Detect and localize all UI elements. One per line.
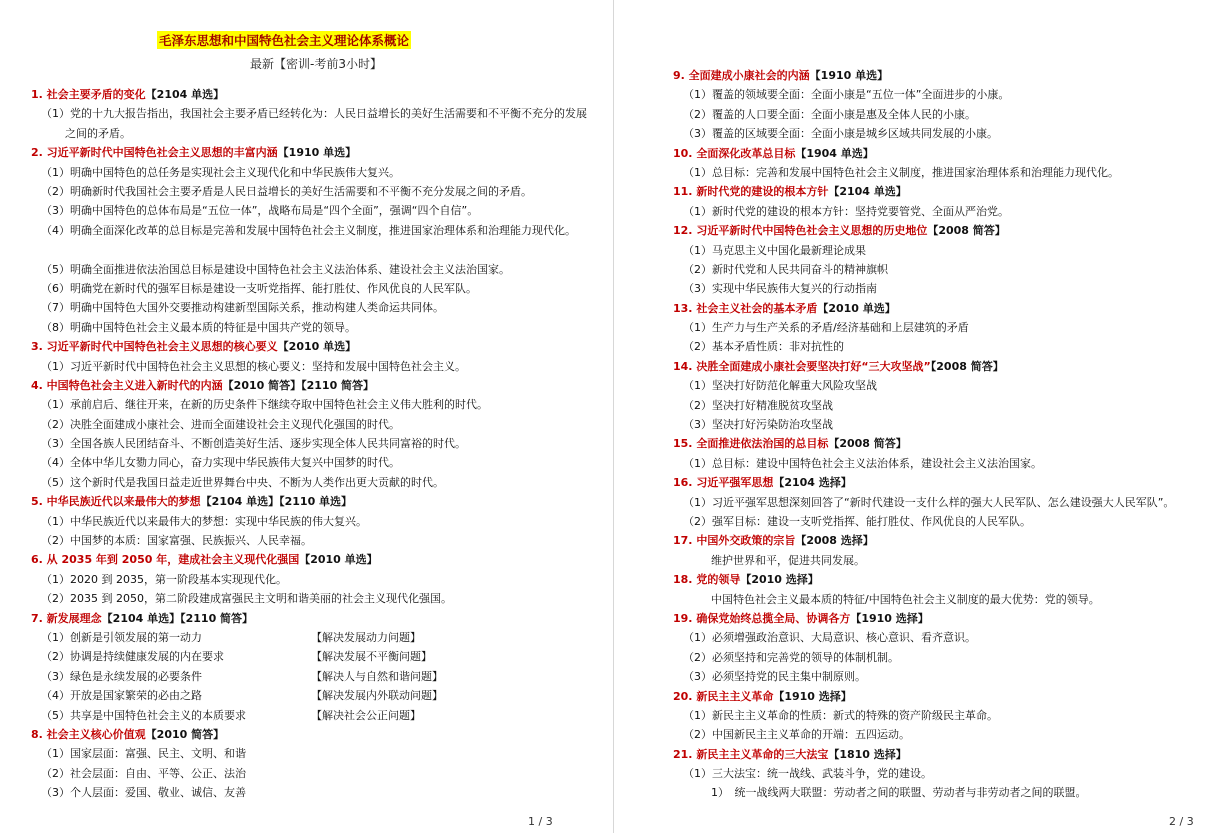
list-item: （1）三大法宝：统一战线、武装斗争，党的建设。 — [683, 767, 932, 781]
list-item: （5）明确全面推进依法治国总目标是建设中国特色社会主义法治体系、建设社会主义法治国家。 — [41, 262, 510, 276]
section-heading — [673, 609, 1218, 628]
list-item: （3）明确中国特色的总体布局是“五位一体”，战略布局是“四个全面”，强调“四个自信”。 — [41, 204, 479, 218]
item-note: 【解决发展不平衡问题】 — [311, 650, 432, 664]
list-item: （2）新时代党和人民共同奋斗的精神旗帜 — [683, 262, 888, 276]
list-item: （1）党的十九大报告指出，我国社会主要矛盾已经转化为：人民日益增长的美好生活需要和不平衡不充分的发展之间的矛盾。 — [41, 107, 587, 140]
item-text: （2）协调是持续健康发展的内在要求 — [41, 650, 224, 664]
list-item: （2）2035 到 2050，第二阶段建成富强民主文明和谐美丽的社会主义现代化强国。 — [41, 592, 452, 606]
heading-text: 18. 党的领导 — [673, 573, 741, 587]
exam-tag: 【2010 单选】 — [277, 340, 357, 354]
heading-text: 5. 中华民族近代以来最伟大的梦想 — [31, 495, 201, 509]
exam-tag: 【1910 单选】 — [277, 146, 357, 160]
list-item: （1）习近平强军思想深刻回答了“新时代建设一支什么样的强大人民军队、怎么建设强大人民军队”。 — [683, 495, 1175, 509]
list-item — [31, 686, 596, 705]
exam-tag: 【2008 简答】 — [927, 224, 1006, 238]
list-item: （3）个人层面：爱国、敬业、诚信、友善 — [41, 786, 246, 800]
section-heading — [673, 570, 1218, 589]
list-item: （2）强军目标：建设一支听党指挥、能打胜仗、作风优良的人民军队。 — [683, 514, 1031, 528]
section-heading — [31, 85, 596, 104]
list-item: （3）全国各族人民团结奋斗、不断创造美好生活、逐步实现全体人民共同富裕的时代。 — [41, 437, 466, 451]
page-1-content — [31, 85, 596, 802]
list-item: （1）总目标：建设中国特色社会主义法治体系，建设社会主义法治国家。 — [683, 456, 1042, 470]
list-item: （1）总目标：完善和发展中国特色社会主义制度，推进国家治理体系和治理能力现代化。 — [683, 165, 1119, 179]
exam-tag: 【1810 选择】 — [828, 747, 907, 761]
list-item: （1）中华民族近代以来最伟大的梦想：实现中华民族的伟大复兴。 — [41, 514, 367, 528]
list-item: 1） 统一战线两大联盟：劳动者之间的联盟、劳动者与非劳动者之间的联盟。 — [711, 786, 1087, 800]
list-item: （1）覆盖的领域要全面：全面小康是“五位一体”全面进步的小康。 — [683, 88, 1010, 102]
section-heading — [673, 221, 1218, 240]
exam-tag: 【2010 单选】 — [299, 553, 378, 567]
list-item: （1）国家层面：富强、民主、文明、和谐 — [41, 747, 246, 761]
heading-text: 8. 社会主义核心价值观 — [31, 727, 146, 741]
document-subtitle: 最新【密训-考前3小时】 — [250, 57, 382, 71]
section-heading — [673, 182, 1218, 201]
document-title: 毛泽东思想和中国特色社会主义理论体系概论 — [159, 33, 410, 48]
list-item: （3）必须坚持党的民主集中制原则。 — [683, 670, 866, 684]
list-item: （1）马克思主义中国化最新理论成果 — [683, 243, 866, 257]
heading-text: 9. 全面建成小康社会的内涵 — [673, 69, 810, 82]
exam-tag: 【1904 单选】 — [795, 146, 874, 160]
exam-tag: 【2008 简答】 — [828, 437, 907, 451]
section-heading — [31, 725, 596, 744]
list-item: （2）中国梦的本质：国家富强、民族振兴、人民幸福。 — [41, 534, 312, 548]
section-heading — [673, 687, 1218, 706]
heading-text: 19. 确保党始终总揽全局、协调各方 — [673, 611, 851, 625]
list-item — [31, 667, 596, 686]
list-item: （2）坚决打好精准脱贫攻坚战 — [683, 398, 833, 412]
heading-text: 3. 习近平新时代中国特色社会主义思想的核心要义 — [31, 340, 278, 354]
heading-text: 20. 新民主主义革命 — [673, 689, 774, 703]
section-heading — [673, 357, 1218, 376]
item-text: （1）创新是引领发展的第一动力 — [41, 630, 202, 644]
item-note: 【解决发展动力问题】 — [311, 630, 421, 644]
item-text: （5）共享是中国特色社会主义的本质要求 — [41, 708, 246, 722]
list-item: （1）习近平新时代中国特色社会主义思想的核心要义：坚持和发展中国特色社会主义。 — [41, 359, 466, 373]
list-item: （8）明确中国特色社会主义最本质的特征是中国共产党的领导。 — [41, 320, 356, 334]
section-heading — [673, 299, 1218, 318]
list-item: （1）明确中国特色的总任务是实现社会主义现代化和中华民族伟大复兴。 — [41, 165, 400, 179]
page-2 — [614, 0, 1227, 833]
list-item: （3）覆盖的区域要全面：全面小康是城乡区域共同发展的小康。 — [683, 127, 998, 141]
list-item: 维护世界和平，促进共同发展。 — [711, 553, 865, 567]
heading-text: 17. 中国外交政策的宗旨 — [673, 534, 796, 548]
section-heading — [673, 531, 1218, 550]
section-heading — [673, 473, 1218, 492]
list-item: （2）社会层面：自由、平等、公正、法治 — [41, 766, 246, 780]
list-item: （2）决胜全面建成小康社会、进而全面建设社会主义现代化强国的时代。 — [41, 417, 400, 431]
list-item: （2）覆盖的人口要全面：全面小康是惠及全体人民的小康。 — [683, 107, 976, 121]
section-heading — [31, 376, 596, 395]
section-heading — [31, 550, 596, 569]
list-item: （1）新时代党的建设的根本方针：坚持党要管党、全面从严治党。 — [683, 204, 1009, 218]
exam-tag: 【2008 简答】 — [930, 359, 1004, 373]
list-item: （1）生产力与生产关系的矛盾/经济基础和上层建筑的矛盾 — [683, 321, 969, 335]
exam-tag: 【1910 选择】 — [850, 611, 929, 625]
heading-text: 12. 习近平新时代中国特色社会主义思想的历史地位 — [673, 224, 928, 238]
section-heading — [673, 66, 1218, 85]
item-text: （3）绿色是永续发展的必要条件 — [41, 669, 202, 683]
section-heading — [31, 492, 596, 511]
list-item: （1）必须增强政治意识、大局意识、核心意识、看齐意识。 — [683, 631, 976, 645]
list-item — [31, 628, 596, 647]
section-heading — [31, 337, 596, 356]
list-item: （7）明确中国特色大国外交要推动构建新型国际关系，推动构建人类命运共同体。 — [41, 301, 444, 315]
heading-text: 21. 新民主主义革命的三大法宝 — [673, 747, 829, 761]
heading-text: 7. 新发展理念 — [31, 611, 102, 625]
heading-text: 4. 中国特色社会主义进入新时代的内涵 — [31, 378, 223, 392]
list-item: （1）承前启后、继往开来，在新的历史条件下继续夺取中国特色社会主义伟大胜利的时代。 — [41, 398, 488, 412]
page-number: 2 / 3 — [1169, 815, 1194, 828]
page-2-content — [673, 66, 1218, 803]
list-item: （1）坚决打好防范化解重大风险攻坚战 — [683, 379, 877, 393]
exam-tag: 【2010 简答】 — [145, 727, 225, 741]
list-item: （2）基本矛盾性质：非对抗性的 — [683, 340, 844, 354]
exam-tag: 【2104 单选】【2110 单选】 — [200, 495, 353, 509]
section-heading — [31, 609, 596, 628]
list-item — [31, 706, 596, 725]
heading-text: 10. 全面深化改革总目标 — [673, 146, 796, 160]
list-item: （5）这个新时代是我国日益走近世界舞台中央、不断为人类作出更大贡献的时代。 — [41, 475, 444, 489]
page-1 — [0, 0, 613, 833]
item-note: 【解决社会公正问题】 — [311, 708, 421, 722]
list-item: （2）明确新时代我国社会主要矛盾是人民日益增长的美好生活需要和不平衡不充分发展之间的矛盾。 — [41, 184, 532, 198]
list-item: （4）全体中华儿女勠力同心，奋力实现中华民族伟大复兴中国梦的时代。 — [41, 456, 400, 470]
list-item: （1）新民主主义革命的性质：新式的特殊的资产阶级民主革命。 — [683, 708, 998, 722]
page-number: 1 / 3 — [528, 815, 553, 828]
list-item: 中国特色社会主义最本质的特征/中国特色社会主义制度的最大优势：党的领导。 — [711, 592, 1100, 606]
item-note: 【解决人与自然和谐问题】 — [311, 669, 443, 683]
list-item: （6）明确党在新时代的强军目标是建设一支听党指挥、能打胜仗、作风优良的人民军队。 — [41, 281, 477, 295]
exam-tag: 【2104 单选】【2110 简答】 — [101, 611, 254, 625]
heading-text: 11. 新时代党的建设的根本方针 — [673, 185, 829, 199]
list-item: （4）明确全面深化改革的总目标是完善和发展中国特色社会主义制度，推进国家治理体系和治理能力现代化。 — [41, 223, 576, 237]
section-heading — [673, 144, 1218, 163]
heading-text: 14. 决胜全面建成小康社会要坚决打好“三大攻坚战” — [673, 359, 931, 373]
exam-tag: 【1910 单选】 — [809, 69, 889, 82]
heading-text: 15. 全面推进依法治国的总目标 — [673, 437, 829, 451]
section-heading — [31, 143, 596, 162]
list-item: （2）中国新民主主义革命的开端：五四运动。 — [683, 728, 910, 742]
list-item: （2）必须坚持和完善党的领导的体制机制。 — [683, 650, 899, 664]
exam-tag: 【2008 选择】 — [795, 534, 874, 548]
list-item — [31, 647, 596, 666]
exam-tag: 【2104 选择】 — [773, 476, 852, 490]
exam-tag: 【2010 简答】【2110 简答】 — [222, 378, 375, 392]
list-item: （3）坚决打好污染防治攻坚战 — [683, 418, 833, 432]
list-item: （3）实现中华民族伟大复兴的行动指南 — [683, 282, 877, 296]
exam-tag: 【1910 选择】 — [773, 689, 852, 703]
section-heading — [673, 745, 1218, 764]
exam-tag: 【2010 选择】 — [740, 573, 819, 587]
exam-tag: 【2010 单选】 — [817, 301, 896, 315]
heading-text: 2. 习近平新时代中国特色社会主义思想的丰富内涵 — [31, 146, 278, 160]
item-note: 【解决发展内外联动问题】 — [311, 689, 443, 703]
heading-text: 1. 社会主要矛盾的变化 — [31, 88, 146, 101]
exam-tag: 【2104 单选】 — [145, 88, 225, 101]
heading-text: 13. 社会主义社会的基本矛盾 — [673, 301, 818, 315]
item-text: （4）开放是国家繁荣的必由之路 — [41, 689, 202, 703]
heading-text: 16. 习近平强军思想 — [673, 476, 774, 490]
exam-tag: 【2104 单选】 — [828, 185, 907, 199]
section-heading — [673, 434, 1218, 453]
list-item: （1）2020 到 2035，第一阶段基本实现现代化。 — [41, 572, 287, 586]
heading-text: 6. 从 2035 年到 2050 年，建成社会主义现代化强国 — [31, 553, 300, 567]
